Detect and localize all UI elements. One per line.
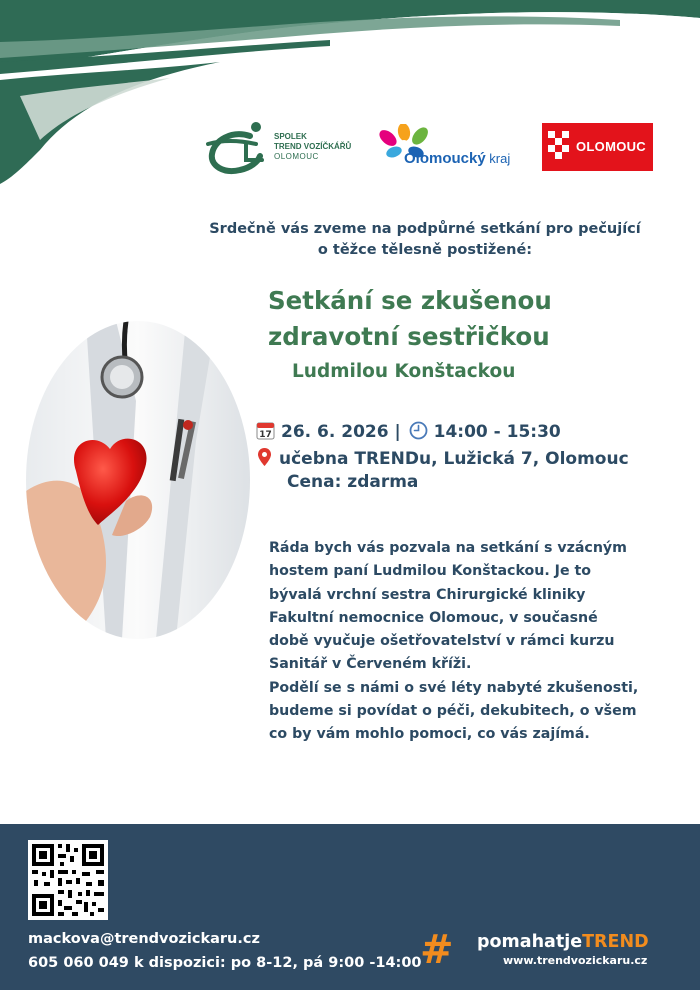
event-place: učebna TRENDu, Lužická 7, Olomouc	[279, 449, 629, 469]
footer	[0, 824, 700, 990]
website-link[interactable]: www.trendvozickaru.cz	[503, 954, 648, 967]
intro-line-1: Srdečně vás zveme na podpůrné setkání pro pečující	[209, 221, 641, 237]
contact-email[interactable]: mackova@trendvozickaru.cz	[28, 931, 260, 947]
description-line: Fakultní nemocnice Olomouc, v současné	[269, 609, 598, 626]
city-emblem-icon	[548, 131, 570, 163]
calendar-icon	[256, 421, 275, 440]
description	[269, 537, 679, 747]
logo-olomouc-city	[542, 123, 653, 171]
svg-text:17: 17	[259, 430, 272, 440]
hashtag-symbol: #	[420, 927, 454, 973]
logo-spolek-line3: OLOMOUC	[274, 152, 319, 161]
event-datetime	[256, 421, 561, 442]
brand-part-2: TREND	[582, 932, 649, 952]
logo-spolek-trend	[206, 120, 371, 176]
event-price: Cena: zdarma	[287, 472, 419, 492]
title-line-2: zdravotní sestřičkou	[268, 322, 550, 351]
logo-olomouc-label: OLOMOUC	[576, 139, 646, 154]
event-title	[268, 283, 688, 355]
event-separator: |	[388, 422, 407, 442]
description-line: hostem paní Ludmilou Konštackou. Je to	[269, 563, 592, 580]
location-pin-icon	[256, 447, 273, 467]
logo-kraj-name: Olomoucký	[404, 150, 486, 167]
description-line: budeme si povídat o péči, dekubitech, o všem	[269, 703, 637, 720]
event-date: 26. 6. 2026	[281, 422, 389, 442]
brand-part-1: pomahatje	[477, 932, 583, 952]
brand-pomahatjetrend	[477, 932, 649, 952]
description-line: Sanitář v Červeném kříži.	[269, 656, 472, 673]
nurse-heart-photo	[26, 321, 250, 639]
contact-phone: 605 060 049 k dispozici: po 8-12, pá 9:00 -14:00	[28, 955, 422, 971]
qr-code[interactable]	[28, 840, 108, 920]
logo-olomoucky-kraj	[374, 124, 526, 176]
intro-line-2: o těžce tělesně postižené:	[317, 242, 533, 258]
description-line: co by vám mohlo pomoci, co vás zajímá.	[269, 726, 590, 743]
clock-icon	[409, 421, 428, 440]
description-line: Podělí se s námi o své léty nabyté zkušenosti,	[269, 679, 639, 696]
event-location	[256, 447, 629, 469]
description-line: bývalá vrchní sestra Chirurgické kliniky	[269, 586, 586, 603]
description-line: době vyučuje ošetřovatelství v rámci kurzu	[269, 633, 615, 650]
description-line: Ráda bych vás pozvala na setkání s vzácným	[269, 540, 627, 556]
event-time: 14:00 - 15:30	[433, 422, 561, 442]
logo-spolek-line2: TREND VOZÍČKÁŘŮ	[274, 142, 352, 151]
event-speaker: Ludmilou Konštackou	[292, 361, 516, 382]
intro-text	[188, 219, 662, 261]
title-line-1: Setkání se zkušenou	[268, 286, 552, 315]
logo-spolek-line1: SPOLEK	[274, 132, 307, 141]
wheelchair-logo-icon	[206, 120, 272, 176]
logo-kraj-suffix: kraj	[485, 151, 511, 166]
